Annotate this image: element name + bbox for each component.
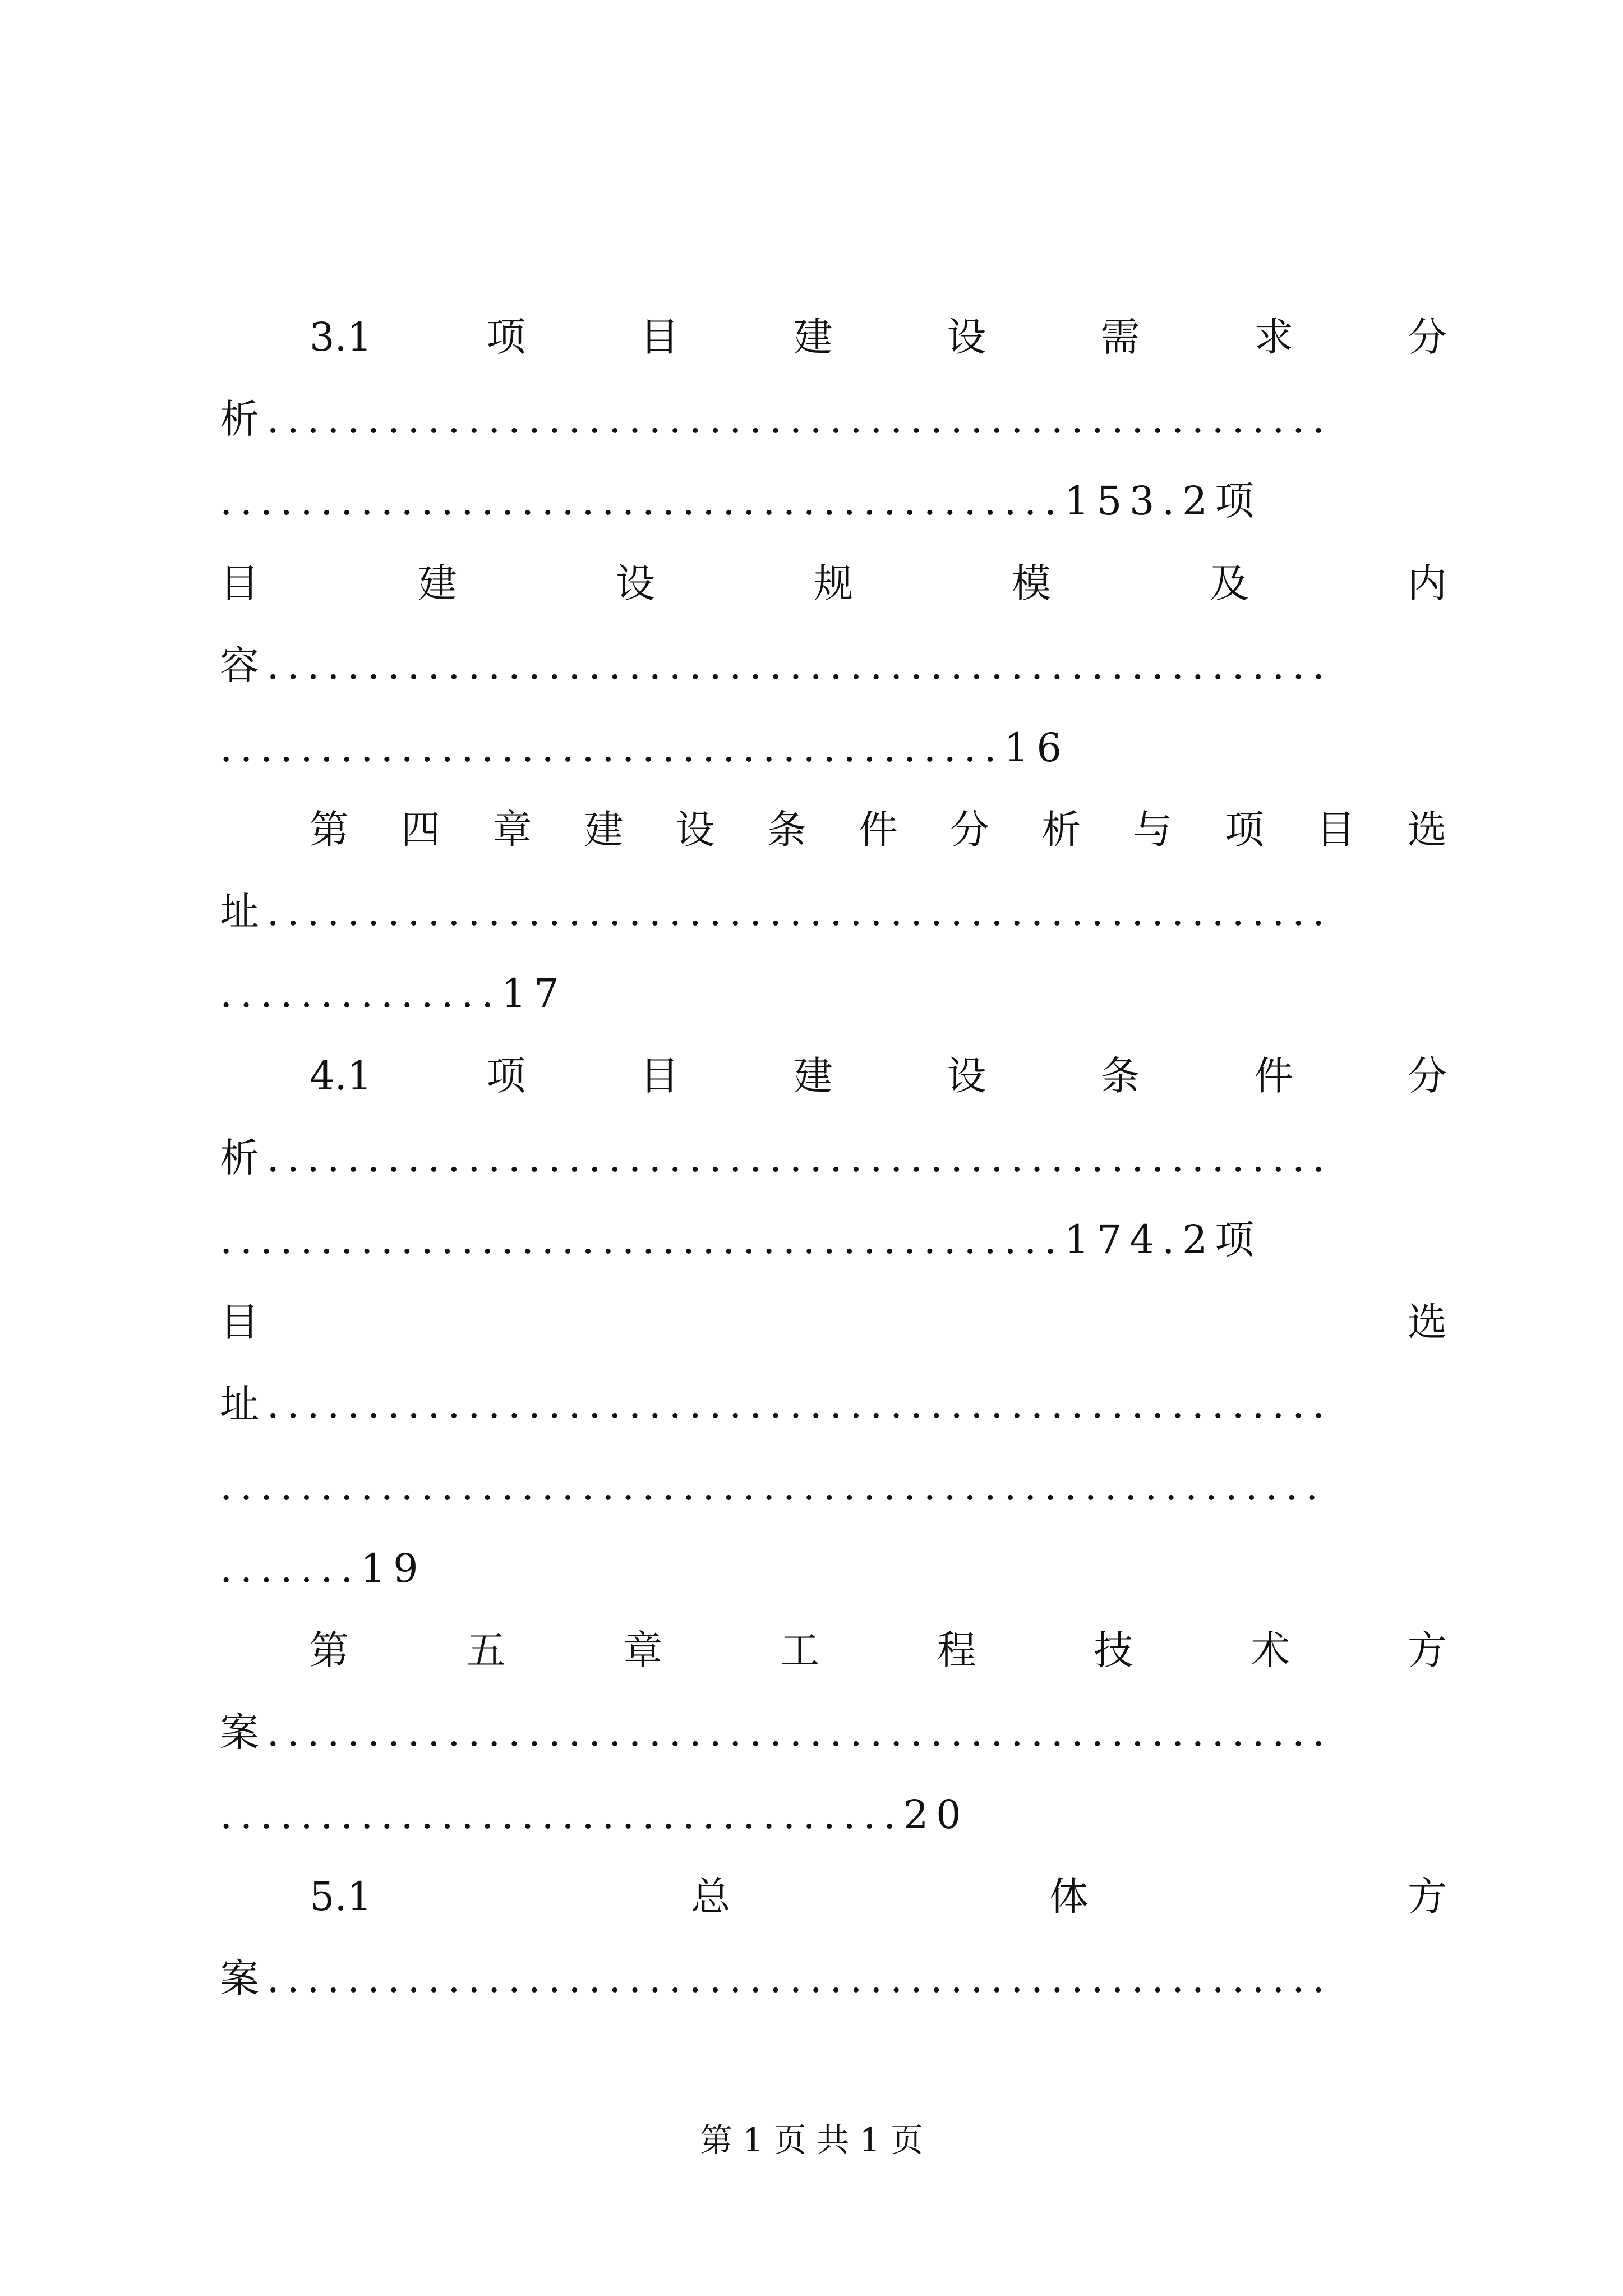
toc-leader-line: 析..................................................... bbox=[220, 1135, 1332, 1181]
toc-char: 分 bbox=[950, 807, 990, 853]
toc-char: 术 bbox=[1251, 1627, 1290, 1673]
toc-number: 4.1 bbox=[310, 1053, 372, 1099]
toc-char: 需 bbox=[1100, 314, 1140, 360]
toc-leader-line-page: ..................................20 bbox=[220, 1792, 969, 1838]
toc-char: 项 bbox=[1224, 807, 1264, 853]
toc-leader-line: 容..................................................... bbox=[220, 642, 1332, 688]
toc-char: 四 bbox=[401, 807, 441, 853]
toc-char: 条 bbox=[1100, 1053, 1140, 1099]
toc-number: 5.1 bbox=[310, 1874, 372, 1920]
toc-char: 目 bbox=[220, 1299, 259, 1345]
toc-leader-line: ....................................................... bbox=[220, 1463, 1326, 1509]
toc-char: 选 bbox=[1408, 1299, 1447, 1345]
toc-char: 分 bbox=[1407, 314, 1447, 360]
toc-char: 与 bbox=[1133, 807, 1173, 853]
toc-leader-line-page: .......................................16 bbox=[220, 725, 1069, 771]
toc-leader-line-page: .......19 bbox=[220, 1545, 426, 1591]
toc-char: 项 bbox=[486, 314, 526, 360]
toc-char: 设 bbox=[947, 1053, 986, 1099]
toc-leader-line: 址..................................................... bbox=[220, 1381, 1332, 1427]
toc-char: 建 bbox=[793, 1053, 833, 1099]
toc-char: 建 bbox=[793, 314, 833, 360]
toc-char: 模 bbox=[1012, 560, 1051, 606]
toc-char: 第 bbox=[310, 1627, 349, 1673]
toc-leader-line: 案..................................................... bbox=[220, 1709, 1332, 1755]
toc-char: 总 bbox=[691, 1874, 731, 1920]
toc-char: 第 bbox=[310, 807, 349, 853]
toc-char: 项 bbox=[486, 1053, 526, 1099]
toc-char: 章 bbox=[623, 1627, 663, 1673]
toc-char: 求 bbox=[1254, 314, 1294, 360]
toc-leader-line-page: ..........................................174.2项 bbox=[220, 1217, 1262, 1263]
toc-leader-line: 址..................................................... bbox=[220, 889, 1332, 935]
toc-entry-4-2-title bbox=[220, 1281, 1447, 1363]
toc-char: 建 bbox=[584, 807, 624, 853]
toc-char: 章 bbox=[492, 807, 532, 853]
toc-entry-5-1-title bbox=[220, 1856, 1447, 1938]
toc-char: 技 bbox=[1094, 1627, 1133, 1673]
toc-char: 设 bbox=[616, 560, 655, 606]
toc-char: 件 bbox=[1254, 1053, 1294, 1099]
toc-leader-line: 析..................................................... bbox=[220, 396, 1332, 442]
toc-chapter-4-title bbox=[220, 789, 1447, 871]
toc-entry-4-1-title bbox=[220, 1035, 1447, 1117]
toc-leader-line-page: ..........................................153.2项 bbox=[220, 478, 1262, 524]
toc-chapter-5-title bbox=[220, 1609, 1447, 1691]
toc-char: 规 bbox=[814, 560, 853, 606]
toc-char: 条 bbox=[767, 807, 806, 853]
toc-leader-line: 案..................................................... bbox=[220, 1955, 1332, 2001]
toc-char: 目 bbox=[220, 560, 259, 606]
toc-char: 目 bbox=[1316, 807, 1355, 853]
toc-entry-3-1-title bbox=[220, 296, 1447, 378]
toc-char: 目 bbox=[639, 314, 679, 360]
toc-char: 选 bbox=[1407, 807, 1447, 853]
toc-char: 工 bbox=[780, 1627, 820, 1673]
toc-char: 件 bbox=[858, 807, 898, 853]
toc-char: 方 bbox=[1407, 1627, 1447, 1673]
toc-char: 方 bbox=[1408, 1874, 1447, 1920]
toc-char: 体 bbox=[1049, 1874, 1089, 1920]
toc-char: 析 bbox=[1041, 807, 1081, 853]
toc-char: 内 bbox=[1408, 560, 1447, 606]
toc-leader-line-page: ..............17 bbox=[220, 970, 567, 1016]
toc-char: 建 bbox=[418, 560, 457, 606]
toc-char: 五 bbox=[466, 1627, 506, 1673]
toc-char: 设 bbox=[675, 807, 715, 853]
toc-entry-3-2-title bbox=[220, 542, 1447, 624]
toc-char: 设 bbox=[947, 314, 986, 360]
page-footer: 第 1 页 共 1 页 bbox=[700, 2121, 923, 2159]
toc-char: 目 bbox=[639, 1053, 679, 1099]
toc-char: 分 bbox=[1407, 1053, 1447, 1099]
toc-number: 3.1 bbox=[310, 314, 372, 360]
toc-char: 程 bbox=[937, 1627, 976, 1673]
toc-char: 及 bbox=[1210, 560, 1249, 606]
